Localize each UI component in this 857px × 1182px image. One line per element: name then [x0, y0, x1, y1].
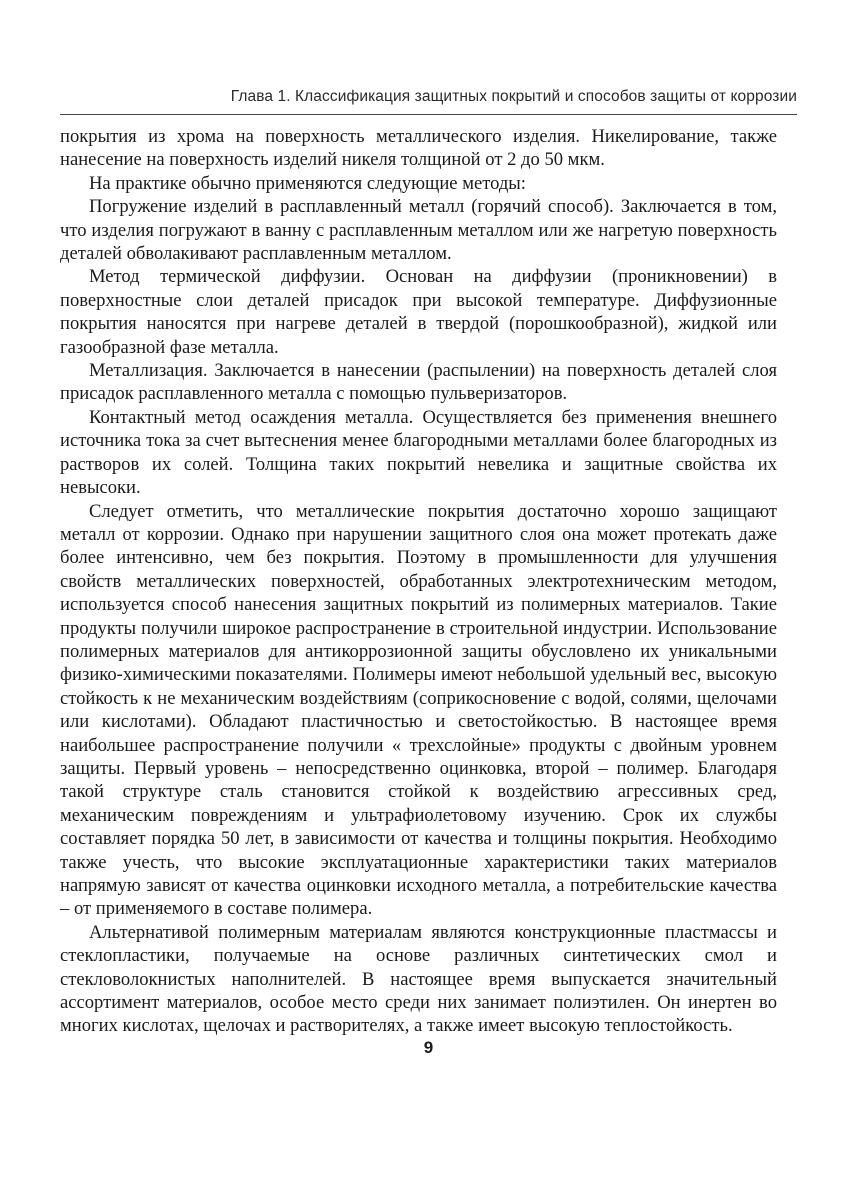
- paragraph-thermal-diffusion: Метод термической диффузии. Основан на диффузии (проникновении) в поверхностные слои деталей присадок при высокой температуре. Диффузионные покрытия наносятся при нагреве деталей в твердой (порошкообразной), жидкой или газообразной фазе металла.: [60, 266, 777, 358]
- paragraph-polymer-coatings: Следует отметить, что металлические покрытия достаточно хорошо защищают металл от коррозии. Однако при нарушении защитного слоя она может протекать даже более интенсивно, чем без покрытия. Поэтому в промышленности для улучшения свойств металлических поверхностей, обработанных электротехническим методом, используется способ нанесения защитных покрытий из полимерных материалов. Такие продукты получили широкое распространение в строительной индустрии. Использование полимерных материалов для антикоррозионной защиты обусловлено их уникальными физико-химическими показателями. Полимеры имеют небольшой удельный вес, высокую стойкость к не механическим воздействиям (соприкосновение с водой, солями, щелочами или кислотами). Обладают пластичностью и светостойкостью. В настоящее время наибольшее распространение получили « трехслойные» продукты с двойным уровнем защиты. Первый уровень – непосредственно оцинковка, второй – полимер. Благодаря такой структуре сталь становится стойкой к воздействию агрессивных сред, механическим повреждениям и ультрафиолетовому изучению. Срок их службы составляет порядка 50 лет, в зависимости от качества и толщины покрытия. Необходимо также учесть, что высокие эксплуатационные характеристики таких материалов напрямую зависят от качества оцинковки исходного металла, а потребительские качества – от применяемого в составе полимера.: [60, 500, 777, 920]
- paragraph-metallization: Металлизация. Заключается в нанесении (распылении) на поверхность деталей слоя присадок расплавленного металла с помощью пульверизаторов.: [60, 360, 777, 405]
- paragraph-plastics: Альтернативой полимерным материалам являются конструкционные пластмассы и стеклопластики, получаемые на основе различных синтетических смол и стекловолокнистых наполнителей. В настоящее время выпускается значительный ассортимент материалов, особое место среди них занимает полиэтилен. Он инертен во многих кислотах, щелочах и растворителях, а также имеет высокую теплостойкость.: [60, 921, 777, 1037]
- running-header: Глава 1. Классификация защитных покрытий и способов защиты от коррозии: [230, 88, 797, 105]
- header-rule: [60, 114, 797, 115]
- page-body: [60, 125, 777, 1038]
- paragraph-methods-intro: На практике обычно применяются следующие методы:: [89, 172, 526, 194]
- page-number: 9: [423, 1038, 434, 1057]
- paragraph-hot-dip: Погружение изделий в расплавленный металл (горячий способ). Заключается в том, что изделия погружают в ванну с расплавленным металлом или же нагретую поверхность деталей обволакивают расплавленным металлом.: [60, 196, 777, 265]
- paragraph-contact-method: Контактный метод осаждения металла. Осуществляется без применения внешнего источника тока за счет вытеснения менее благородными металлами более благородных из растворов их солей. Толщина таких покрытий невелика и защитные свойства их невысоки.: [60, 406, 777, 499]
- paragraph-continuation: покрытия из хрома на поверхность металлического изделия. Никелирование, также нанесение на поверхность изделий никеля толщиной от 2 до 50 мкм.: [60, 126, 777, 171]
